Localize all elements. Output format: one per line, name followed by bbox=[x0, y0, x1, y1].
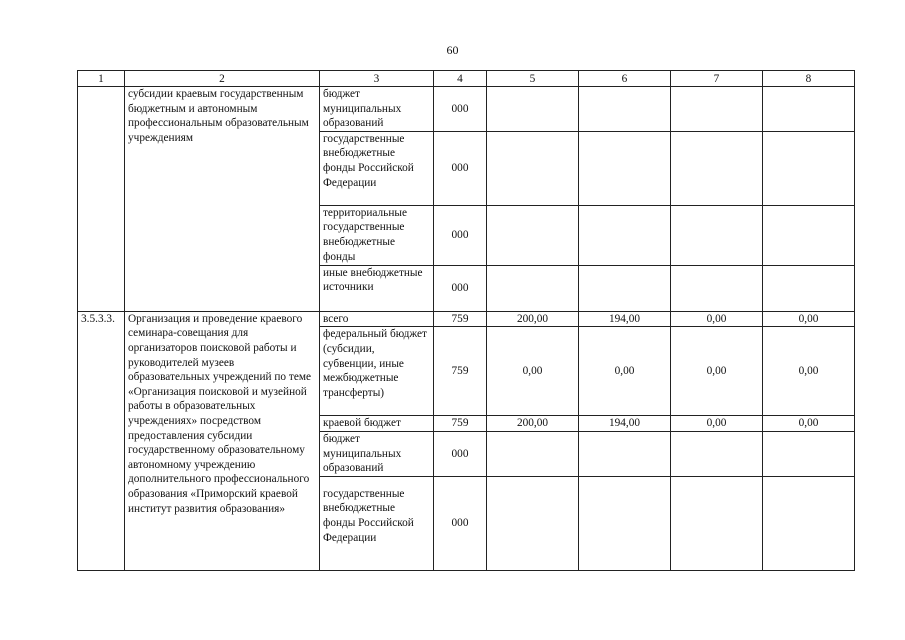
code-cell: 000 bbox=[434, 265, 487, 311]
code-cell: 000 bbox=[434, 476, 487, 570]
funding-source-cell: бюджет муниципальных образований bbox=[320, 431, 434, 476]
header-cell: 6 bbox=[579, 71, 671, 87]
value-cell: 0,00 bbox=[763, 416, 855, 432]
header-cell: 4 bbox=[434, 71, 487, 87]
header-cell: 7 bbox=[671, 71, 763, 87]
value-cell: 194,00 bbox=[579, 311, 671, 327]
item-name-cell: Организация и проведение краевого семинара-совещания для организаторов поисковой работы и руководителей музеев образовательных учреждений по теме «Организация поисковой и музейной работы в образовательных учреждениях» посредством предоставления субсидии государственному образовательному автономному учреждению дополнительного профессионального образования «Приморский краевой институт развития образования» bbox=[125, 311, 320, 570]
value-cell: 0,00 bbox=[579, 327, 671, 416]
code-cell: 000 bbox=[434, 205, 487, 265]
funding-source-cell: иные внебюджетные источники bbox=[320, 265, 434, 311]
value-cell bbox=[487, 205, 579, 265]
value-cell bbox=[579, 431, 671, 476]
header-cell: 2 bbox=[125, 71, 320, 87]
table-row bbox=[78, 311, 855, 327]
value-cell: 0,00 bbox=[671, 327, 763, 416]
funding-source-cell: краевой бюджет bbox=[320, 416, 434, 432]
value-cell: 200,00 bbox=[487, 416, 579, 432]
value-cell: 200,00 bbox=[487, 311, 579, 327]
value-cell bbox=[671, 265, 763, 311]
item-number-cell: 3.5.3.3. bbox=[78, 311, 125, 570]
value-cell bbox=[671, 431, 763, 476]
funding-source-cell: федеральный бюджет (субсидии, субвенции, иные межбюджетные трансферты) bbox=[320, 327, 434, 416]
value-cell bbox=[579, 131, 671, 205]
header-cell: 8 bbox=[763, 71, 855, 87]
value-cell: 0,00 bbox=[487, 327, 579, 416]
value-cell bbox=[579, 205, 671, 265]
value-cell bbox=[763, 131, 855, 205]
code-cell: 759 bbox=[434, 327, 487, 416]
value-cell bbox=[671, 205, 763, 265]
value-cell: 194,00 bbox=[579, 416, 671, 432]
value-cell bbox=[579, 476, 671, 570]
value-cell: 0,00 bbox=[763, 327, 855, 416]
funding-source-cell: территориальные государственные внебюджетные фонды bbox=[320, 205, 434, 265]
value-cell bbox=[763, 265, 855, 311]
value-cell bbox=[763, 87, 855, 132]
value-cell bbox=[487, 265, 579, 311]
table-header-row bbox=[78, 71, 855, 87]
value-cell bbox=[671, 131, 763, 205]
code-cell: 759 bbox=[434, 311, 487, 327]
value-cell bbox=[579, 265, 671, 311]
header-cell: 5 bbox=[487, 71, 579, 87]
funding-source-cell: государственные внебюджетные фонды Российской Федерации bbox=[320, 131, 434, 205]
funding-source-cell: бюджет муниципальных образований bbox=[320, 87, 434, 132]
value-cell bbox=[487, 87, 579, 132]
header-cell: 3 bbox=[320, 71, 434, 87]
value-cell bbox=[763, 431, 855, 476]
code-cell: 000 bbox=[434, 87, 487, 132]
value-cell: 0,00 bbox=[763, 311, 855, 327]
code-cell: 000 bbox=[434, 431, 487, 476]
code-cell: 759 bbox=[434, 416, 487, 432]
page-number: 60 bbox=[446, 43, 459, 57]
item-number-cell bbox=[78, 87, 125, 312]
value-cell bbox=[487, 431, 579, 476]
funding-source-cell: всего bbox=[320, 311, 434, 327]
funding-source-cell: государственные внебюджетные фонды Российской Федерации bbox=[320, 476, 434, 570]
value-cell bbox=[763, 205, 855, 265]
value-cell bbox=[763, 476, 855, 570]
header-cell: 1 bbox=[78, 71, 125, 87]
budget-table bbox=[77, 70, 855, 571]
value-cell bbox=[671, 476, 763, 570]
value-cell bbox=[487, 476, 579, 570]
value-cell: 0,00 bbox=[671, 311, 763, 327]
value-cell bbox=[579, 87, 671, 132]
item-name-cell: субсидии краевым государственным бюджетным и автономным профессиональным образовательным учреждениям bbox=[125, 87, 320, 312]
code-cell: 000 bbox=[434, 131, 487, 205]
value-cell bbox=[487, 131, 579, 205]
value-cell bbox=[671, 87, 763, 132]
value-cell: 0,00 bbox=[671, 416, 763, 432]
table-row bbox=[78, 87, 855, 132]
